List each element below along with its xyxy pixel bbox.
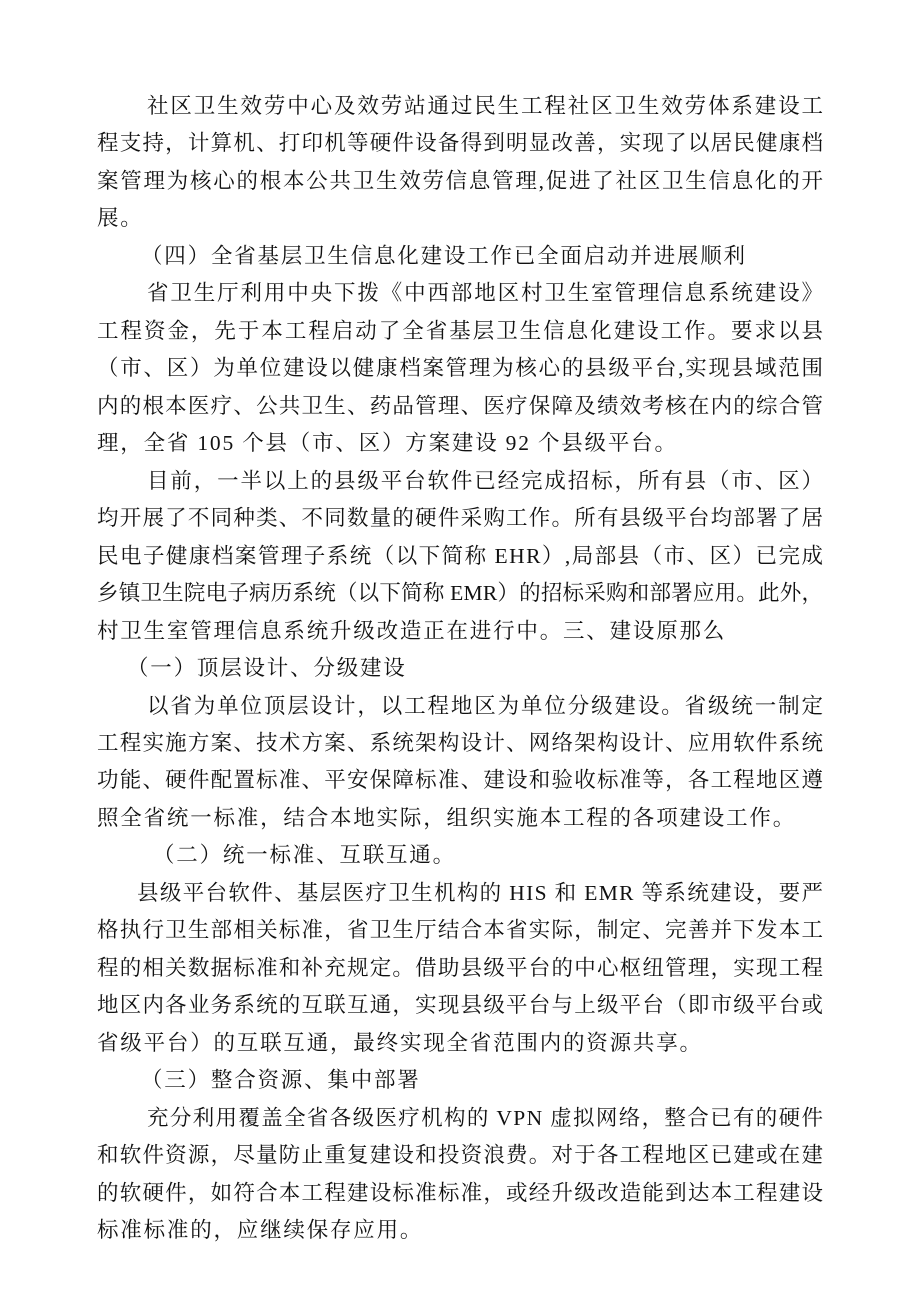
text-line [97, 688, 823, 725]
text-line-content: 理，全省 105 个县（市、区）方案建设 92 个县级平台。 [97, 431, 678, 456]
text-line-content: （市、区）为单位建设以健康档案管理为核心的县级平台,实现县域范围 [97, 356, 825, 381]
text-line-content: 功能、硬件配置标准、平安保障标准、建设和验收标准等，各工程地区遵 [97, 768, 825, 793]
text-line-content: 省卫生厅利用中央下拨《中西部地区村卫生室管理信息系统建设》 [147, 281, 825, 306]
section-heading [97, 238, 823, 275]
text-line [97, 1137, 823, 1174]
text-line-content: 展。 [97, 206, 144, 231]
text-line-content: 乡镇卫生院电子病历系统（以下简称 EMR）的招标采购和部署应用。此外， [97, 581, 824, 606]
text-line [97, 800, 823, 837]
text-line-content: 充分利用覆盖全省各级医疗机构的 VPN 虚拟网络，整合已有的硬件 [147, 1105, 825, 1130]
document-body [97, 88, 823, 1250]
text-line [97, 425, 823, 462]
text-line [97, 463, 823, 500]
text-line-content: 内的根本医疗、公共卫生、药品管理、医疗保障及绩效考核在内的综合管 [97, 393, 825, 418]
text-line-content: 格执行卫生部相关标准，省卫生厅结合本省实际，制定、完善并下发本工 [97, 918, 825, 943]
text-line [97, 875, 823, 912]
text-line [97, 275, 823, 312]
text-line [97, 912, 823, 949]
text-line [97, 575, 823, 612]
text-line [97, 762, 823, 799]
paragraph [97, 875, 823, 1062]
text-line [97, 987, 823, 1024]
section-heading [97, 1062, 823, 1099]
paragraph [97, 275, 823, 462]
text-line-content: 社区卫生效劳中心及效劳站通过民生工程社区卫生效劳体系建设工 [147, 94, 825, 118]
paragraph [97, 1100, 823, 1250]
text-line-content: 省级平台）的互联互通，最终实现全省范围内的资源共享。 [97, 1030, 703, 1055]
section-heading-text: （四）全省基层卫生信息化建设工作已全面启动并进展顺利 [141, 243, 747, 268]
text-line [97, 350, 823, 387]
text-line-content: 工程实施方案、技术方案、系统架构设计、网络架构设计、应用软件系统 [97, 730, 825, 755]
text-line-content: 工程资金，先于本工程启动了全省基层卫生信息化建设工作。要求以县 [97, 318, 825, 343]
text-line-content: 村卫生室管理信息系统升级改造正在进行中。三、建设原那么 [97, 618, 727, 643]
section-heading [97, 837, 823, 874]
text-line [97, 163, 823, 200]
text-line [97, 613, 823, 650]
text-line-content: 的软硬件，如符合本工程建设标准标准，或经升级改造能到达本工程建设 [97, 1180, 825, 1205]
text-line-content: 和软件资源，尽量防止重复建设和投资浪费。对于各工程地区已建或在建 [97, 1143, 825, 1168]
text-line [97, 88, 823, 125]
text-line [97, 500, 823, 537]
text-line [97, 200, 823, 237]
text-line [97, 313, 823, 350]
text-line [97, 1175, 823, 1212]
text-line [97, 538, 823, 575]
text-line-content: 地区内各业务系统的互联互通，实现县级平台与上级平台（即市级平台或 [97, 993, 825, 1018]
text-line-content: 目前，一半以上的县级平台软件已经完成招标，所有县（市、区） [147, 468, 825, 493]
text-line-content: 均开展了不同种类、不同数量的硬件采购工作。所有县级平台均部署了居 [97, 506, 825, 531]
text-line [97, 388, 823, 425]
text-line-content: 标准标准的，应继续保存应用。 [97, 1218, 424, 1243]
text-line-content: 程的相关数据标准和补充规定。借助县级平台的中心枢纽管理，实现工程 [97, 955, 825, 980]
text-line [97, 1212, 823, 1249]
text-line [97, 725, 823, 762]
text-line-content: 程支持，计算机、打印机等硬件设备得到明显改善，实现了以居民健康档 [97, 131, 825, 156]
text-line [97, 1100, 823, 1137]
text-line-content: 案管理为核心的根本公共卫生效劳信息管理,促进了社区卫生信息化的开 [97, 168, 825, 193]
paragraph [97, 88, 823, 238]
paragraph [97, 688, 823, 838]
section-heading [97, 650, 823, 687]
text-line-content: 县级平台软件、基层医疗卫生机构的 HIS 和 EMR 等系统建设，要严 [137, 880, 825, 905]
text-line-content: 照全省统一标准，结合本地实际，组织实施本工程的各项建设工作。 [97, 805, 797, 830]
paragraph [97, 463, 823, 650]
text-line [97, 1025, 823, 1062]
section-heading-text: （二）统一标准、互联互通。 [153, 843, 456, 868]
text-line [97, 125, 823, 162]
section-heading-text: （一）顶层设计、分级建设 [127, 656, 407, 681]
section-heading-text: （三）整合资源、集中部署 [141, 1068, 421, 1093]
text-line [97, 950, 823, 987]
text-line-content: 民电子健康档案管理子系统（以下简称 EHR）,局部县（市、区）已完成 [97, 543, 825, 568]
text-line-content: 以省为单位顶层设计，以工程地区为单位分级建设。省级统一制定 [147, 693, 825, 718]
